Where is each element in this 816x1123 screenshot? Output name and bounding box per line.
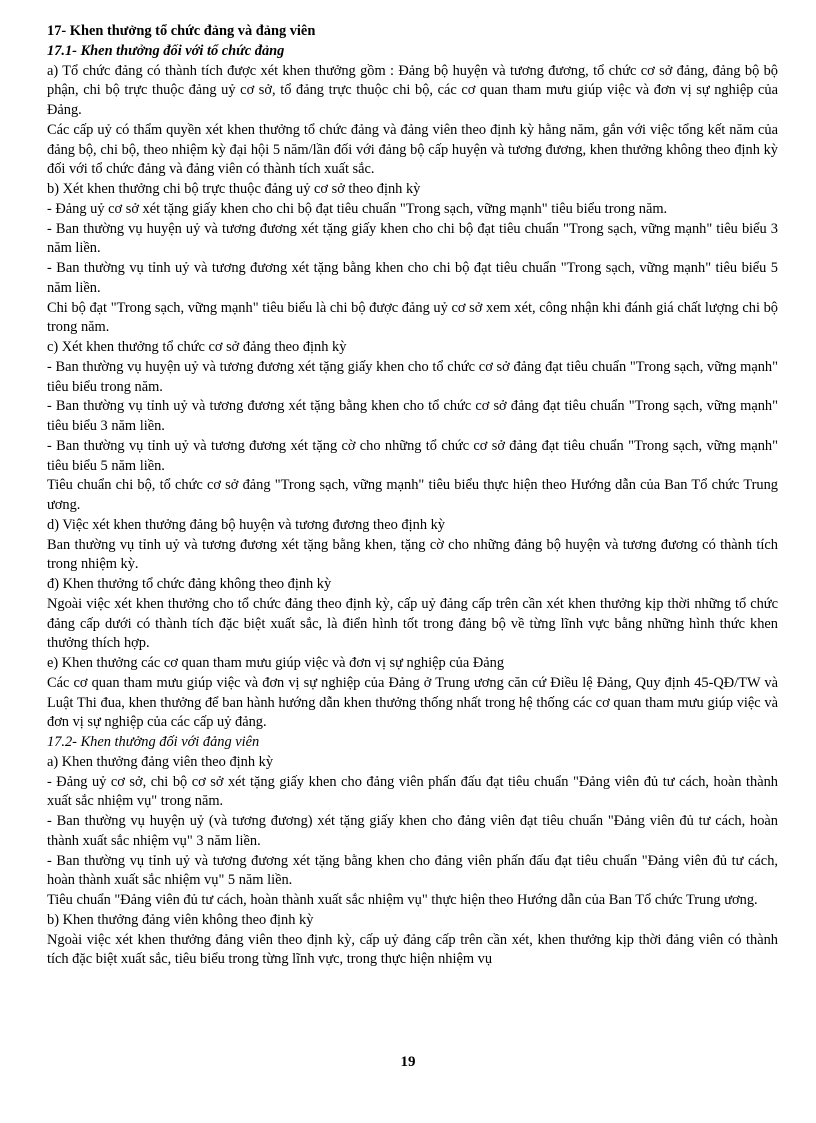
section-subheading: 17.2- Khen thưởng đối với đảng viên [47, 734, 260, 750]
paragraph: - Ban thường vụ huyện uỷ và tương đương xét tặng giấy khen cho chi bộ đạt tiêu chuẩn "Trong sạch, vững mạnh" tiêu biểu 3 năm liền. [47, 220, 778, 257]
paragraph: - Ban thường vụ tỉnh uỷ và tương đương xét tặng cờ cho những tổ chức cơ sở đảng đạt tiêu chuẩn "Trong sạch, vững mạnh" tiêu biểu 5 năm liền. [47, 437, 778, 474]
paragraph: e) Khen thưởng các cơ quan tham mưu giúp việc và đơn vị sự nghiệp của Đảng [47, 655, 505, 671]
paragraph: b) Khen thưởng đảng viên không theo định kỳ [47, 911, 314, 928]
paragraph: - Ban thường vụ huyện uỷ và tương đương xét tặng giấy khen cho tổ chức cơ sở đảng đạt tiêu chuẩn "Trong sạch, vững mạnh" tiêu biểu trong năm. [47, 358, 778, 395]
page-number: 19 [400, 1054, 416, 1070]
paragraph: - Ban thường vụ tỉnh uỷ và tương đương xét tặng bằng khen cho đảng viên phấn đấu đạt tiêu chuẩn "Đảng viên đủ tư cách, hoàn thành xuất sắc nhiệm vụ" 5 năm liền. [47, 852, 778, 889]
document-body [47, 22, 778, 970]
section-heading: 17.1- Khen thưởng đối với tổ chức đảng [47, 42, 285, 59]
paragraph: - Đảng uỷ cơ sở xét tặng giấy khen cho chi bộ đạt tiêu chuẩn "Trong sạch, vững mạnh" tiêu biểu trong năm. [47, 200, 668, 217]
paragraph: Ban thường vụ tỉnh uỷ và tương đương xét tặng bằng khen, tặng cờ cho những đảng bộ huyện và tương đương có thành tích trong nhiệm kỳ. [47, 536, 778, 573]
paragraph: Các cơ quan tham mưu giúp việc và đơn vị sự nghiệp của Đảng ở Trung ương căn cứ Điều lệ Đảng, Quy định 45-QĐ/TW và Luật Thi đua, khen thưởng để ban hành hướng dẫn khen thưởng thống nhất trong hệ thống các cơ quan tham mưu giúp việc và đơn vị sự nghiệp của các cấp uỷ đảng. [47, 674, 778, 731]
paragraph: b) Xét khen thưởng chi bộ trực thuộc đảng uỷ cơ sở theo định kỳ [47, 181, 421, 197]
paragraph: d) Việc xét khen thưởng đảng bộ huyện và tương đương theo định kỳ [47, 516, 446, 533]
paragraph: Tiêu chuẩn "Đảng viên đủ tư cách, hoàn thành xuất sắc nhiệm vụ" thực hiện theo Hướng dẫn của Ban Tổ chức Trung ương. [47, 892, 758, 908]
paragraph: a) Tổ chức đảng có thành tích được xét khen thưởng gồm : Đảng bộ huyện và tương đương, tổ chức cơ sở đảng, đảng bộ bộ phận, chi bộ trực thuộc đảng uỷ cơ sở, tổ đảng trực thuộc chi bộ, các cơ quan tham mưu giúp việc và đơn vị sự nghiệp của Đảng. [47, 62, 778, 118]
paragraph: Các cấp uỷ có thẩm quyền xét khen thưởng tổ chức đảng và đảng viên theo định kỳ hằng năm, gắn với việc tổng kết năm của đảng bộ, chi bộ, theo nhiệm kỳ đại hội 5 năm/lần đối với đảng bộ cấp huyện và tương đương, khen thưởng không theo định kỳ đối với tổ chức đảng và đảng viên có thành tích xuất sắc. [47, 121, 778, 178]
paragraph: Chi bộ đạt "Trong sạch, vững mạnh" tiêu biểu là chi bộ được đảng uỷ cơ sở xem xét, công nhận khi đánh giá chất lượng chi bộ trong năm. [47, 299, 778, 336]
paragraph: đ) Khen thưởng tổ chức đảng không theo định kỳ [47, 576, 332, 592]
paragraph: - Đảng uỷ cơ sở, chi bộ cơ sở xét tặng giấy khen cho đảng viên phấn đấu đạt tiêu chuẩn "Đảng viên đủ tư cách, hoàn thành xuất sắc nhiệm vụ" trong năm. [47, 773, 778, 810]
paragraph: - Ban thường vụ tỉnh uỷ và tương đương xét tặng bằng khen cho chi bộ đạt tiêu chuẩn "Trong sạch, vững mạnh" tiêu biểu 5 năm liền. [47, 260, 778, 296]
paragraph: c) Xét khen thưởng tổ chức cơ sở đảng theo định kỳ [47, 339, 347, 355]
paragraph: a) Khen thưởng đảng viên theo định kỳ [47, 753, 274, 770]
paragraph: - Ban thường vụ huyện uỷ (và tương đương) xét tặng giấy khen cho đảng viên đạt tiêu chuẩn "Đảng viên đủ tư cách, hoàn thành xuất sắc nhiệm vụ" 3 năm liền. [47, 813, 778, 849]
paragraph: Tiêu chuẩn chi bộ, tổ chức cơ sở đảng "Trong sạch, vững mạnh" tiêu biểu thực hiện theo Hướng dẫn của Ban Tổ chức Trung ương. [47, 477, 778, 513]
section-heading: 17- Khen thưởng tổ chức đảng và đảng viên [47, 23, 316, 39]
paragraph: Ngoài việc xét khen thưởng cho tổ chức đảng theo định kỳ, cấp uỷ đảng cấp trên cần xét khen thưởng kịp thời những tổ chức đảng cấp dưới có thành tích đặc biệt xuất sắc, là điển hình tốt trong đảng bộ về từng lĩnh vực bằng những hình thức khen thưởng thích hợp. [47, 595, 778, 652]
paragraph: - Ban thường vụ tỉnh uỷ và tương đương xét tặng bằng khen cho tổ chức cơ sở đảng đạt tiêu chuẩn "Trong sạch, vững mạnh" tiêu biểu 3 năm liền. [47, 398, 778, 434]
paragraph: Ngoài việc xét khen thưởng đảng viên theo định kỳ, cấp uỷ đảng cấp trên cần xét, khen thưởng kịp thời đảng viên có thành tích đặc biệt xuất sắc, tiêu biểu trong từng lĩnh vực, trong thực hiện nhiệm vụ [47, 931, 778, 968]
